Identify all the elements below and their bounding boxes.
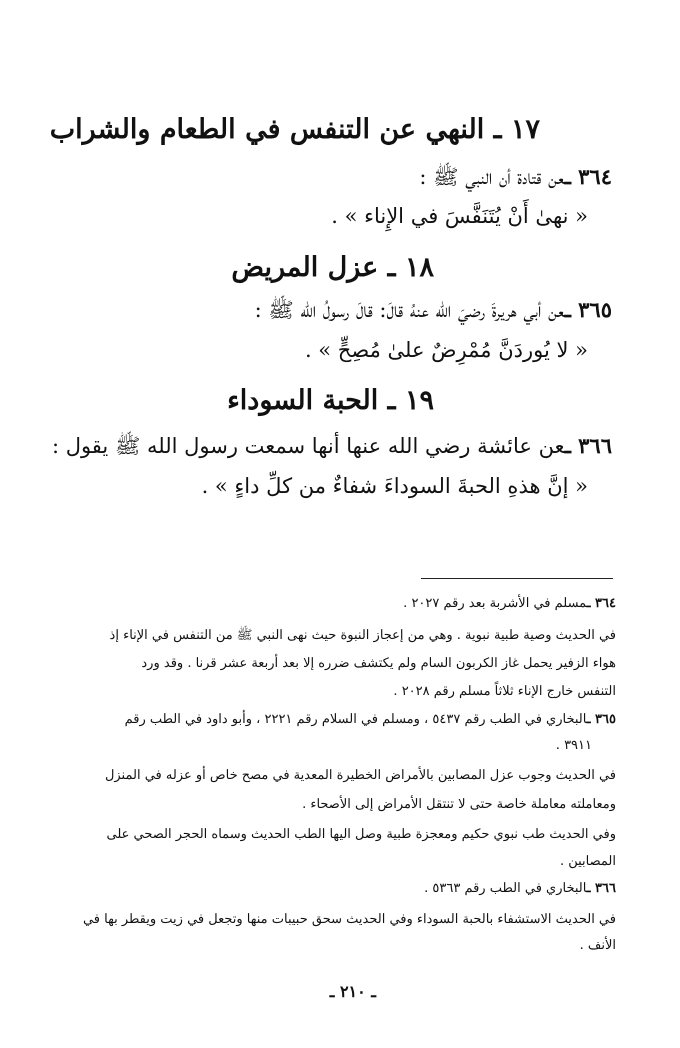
footnote-text: مسلم في الأشربة بعد رقم ٢٠٢٧ . <box>403 596 587 611</box>
section-heading-17: ١٧ ـ النهي عن التنفس في الطعام والشراب <box>49 114 540 145</box>
footnote-365-note-line: ومعاملته معاملة خاصة حتى لا تنتقل الأمراض إلى الأصحاء . <box>302 797 616 812</box>
footnote-number: ٣٦٦ ـ <box>586 881 616 896</box>
footnote-364-source <box>403 592 616 616</box>
footnote-364-note-line: التنفس خارج الإناء ثلاثاً مسلم رقم ٢٠٢٨ . <box>393 684 616 699</box>
footnote-365-source-cont: ٣٩١١ . <box>555 738 592 753</box>
footnote-365-source <box>125 708 616 732</box>
hadith-number: ٣٦٥ ـ <box>564 297 612 322</box>
footnote-365-note-line: في الحديث وجوب عزل المصابين بالأمراض الخطيرة المعدية في مصح خاص أو عزله في المنزل <box>104 768 616 783</box>
footnote-number: ٣٦٤ ـ <box>586 596 616 611</box>
hadith-text: عن قتادة أن النبي ﷺ : <box>419 165 565 189</box>
footnote-364-note-line: في الحديث وصية طبية نبوية . وهي من إعجاز النبوة حيث نهى النبي ﷺ من التنفس في الإناء إذ <box>109 628 616 643</box>
footnote-365-note-line: المصابين . <box>559 854 616 869</box>
footnote-366-source <box>424 877 616 901</box>
hadith-364-intro <box>419 164 612 195</box>
hadith-number: ٣٦٦ ـ <box>564 433 612 458</box>
hadith-365-intro <box>255 297 612 328</box>
page-number: ـ ٢١٠ ـ <box>329 982 376 1001</box>
hadith-number: ٣٦٤ ـ <box>564 164 612 189</box>
footnote-number: ٣٦٥ ـ <box>586 712 616 727</box>
hadith-365-quote: « لا يُوردَنَّ مُمْرِضٌ علىٰ مُصِحٍّ » . <box>304 338 588 362</box>
footnote-text: البخاري في الطب رقم ٥٣٦٣ . <box>424 881 587 896</box>
section-heading-18: ١٨ ـ عزل المريض <box>231 252 434 283</box>
hadith-364-quote: « نهىٰ أَنْ يُتَنَفَّسَ في الإِناء » . <box>331 204 588 228</box>
section-heading-19: ١٩ ـ الحبة السوداء <box>227 385 434 416</box>
hadith-366-intro <box>52 433 612 464</box>
footnote-366-note-line: في الحديث الاستشفاء بالحبة السوداء وفي الحديث سحق حبيبات منها وتجعل في زيت ويقطر بها في <box>82 912 616 927</box>
footnote-separator <box>421 578 613 579</box>
footnote-text: البخاري في الطب رقم ٥٤٣٧ ، ومسلم في السلام رقم ٢٢٢١ ، وأبو داود في الطب رقم <box>124 712 587 727</box>
footnote-366-note-line: الأنف . <box>579 938 616 953</box>
footnote-364-note-line: هواء الزفير يحمل غاز الكربون السام ولم يكتشف ضرره إلا بعد أربعة عشر قرنا . وقد ورد <box>141 656 616 671</box>
footnote-365-note-line: وفي الحديث طب نبوي حكيم ومعجزة طبية وصل اليها الطب الحديث وسماه الحجر الصحي على <box>106 827 616 842</box>
hadith-text: عن أبي هريرةَ رضيَ الله عنهُ قالَ: قالَ رسولُ الله ﷺ : <box>254 298 565 322</box>
hadith-366-quote: « إنَّ هذهِ الحبةَ السوداءَ شفاءٌ من كلِّ داءٍ » . <box>201 474 588 498</box>
hadith-text: عن عائشة رضي الله عنها أنها سمعت رسول الله ﷺ يقول : <box>51 434 565 458</box>
